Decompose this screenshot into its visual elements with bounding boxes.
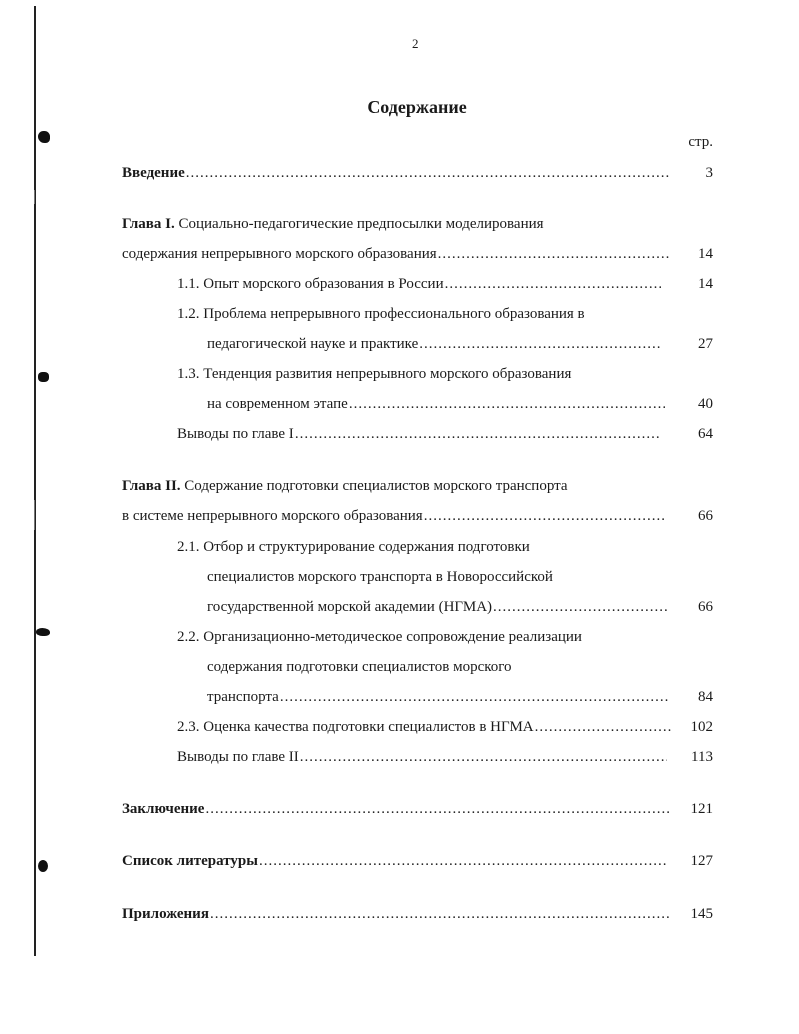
- ink-blot: [36, 628, 50, 636]
- ink-blot: [38, 860, 48, 872]
- page-ref: 66: [698, 599, 713, 615]
- toc-entry-2-1[interactable]: 2.1. Отбор и структурирование содержания подготовки: [177, 539, 530, 555]
- page-ref: 102: [690, 719, 713, 735]
- page-ref: 127: [690, 853, 713, 869]
- page-column-label: стр.: [688, 134, 713, 150]
- page-ref: 40: [698, 396, 713, 412]
- toc-entry-chapter-1-cont[interactable]: содержания непрерывного морского образования .....: [122, 244, 670, 264]
- page-ref: 66: [698, 508, 713, 524]
- page-ref: 121: [690, 801, 713, 817]
- toc-entry-1-2-cont[interactable]: педагогической науке и практике .....: [207, 334, 661, 354]
- toc-entry-chapter-1[interactable]: Глава I. Социально-педагогические предпосылки моделирования: [122, 216, 544, 232]
- toc-entry-1-1[interactable]: 1.1. Опыт морского образования в России .....: [177, 274, 661, 294]
- toc-entry-2-2[interactable]: 2.2. Организационно-методическое сопровождение реализации: [177, 629, 582, 645]
- toc-entry-appendix[interactable]: Приложения .....: [122, 904, 670, 924]
- page-ref: 14: [698, 276, 713, 292]
- ink-blot: [38, 372, 49, 382]
- toc-title: Содержание: [367, 97, 467, 117]
- page-ref: 27: [698, 336, 713, 352]
- scan-mark: [34, 500, 35, 530]
- page-ref: 3: [705, 165, 713, 181]
- page-ref: 64: [698, 426, 713, 442]
- toc-entry-1-3[interactable]: 1.3. Тенденция развития непрерывного морского образования: [177, 366, 572, 382]
- toc-entry-conclusions-1[interactable]: Выводы по главе I .....: [177, 424, 661, 444]
- page-ref: 145: [690, 906, 713, 922]
- page-ref: 84: [698, 689, 713, 705]
- toc-entry-2-3[interactable]: 2.3. Оценка качества подготовки специалистов в НГМА .....: [177, 717, 672, 737]
- toc-entry-intro[interactable]: Введение .....: [122, 163, 670, 183]
- toc-entry-2-1-cont2[interactable]: государственной морской академии (НГМА) .....: [207, 597, 667, 617]
- toc-entry-2-2-cont2[interactable]: транспорта .....: [207, 687, 670, 707]
- toc-entry-conclusion[interactable]: Заключение .....: [122, 799, 670, 819]
- toc-entry-2-1-cont[interactable]: специалистов морского транспорта в Новороссийской: [207, 569, 553, 585]
- page-number: 2: [412, 36, 419, 51]
- toc-entry-1-3-cont[interactable]: на современном этапе .....: [207, 394, 665, 414]
- ink-blot: [38, 131, 50, 143]
- scan-mark: [34, 190, 35, 204]
- toc-entry-chapter-2-cont[interactable]: в системе непрерывного морского образования .....: [122, 506, 666, 526]
- toc-entry-conclusions-2[interactable]: Выводы по главе II .....: [177, 747, 667, 767]
- page-ref: 113: [691, 749, 713, 765]
- toc-entry-chapter-2[interactable]: Глава II. Содержание подготовки специалистов морского транспорта: [122, 478, 568, 494]
- toc-entry-references[interactable]: Список литературы .....: [122, 851, 666, 871]
- binding-margin-line: [34, 6, 36, 956]
- page-ref: 14: [698, 246, 713, 262]
- toc-entry-1-2[interactable]: 1.2. Проблема непрерывного профессионального образования в: [177, 306, 585, 322]
- toc-entry-2-2-cont[interactable]: содержания подготовки специалистов морского: [207, 659, 512, 675]
